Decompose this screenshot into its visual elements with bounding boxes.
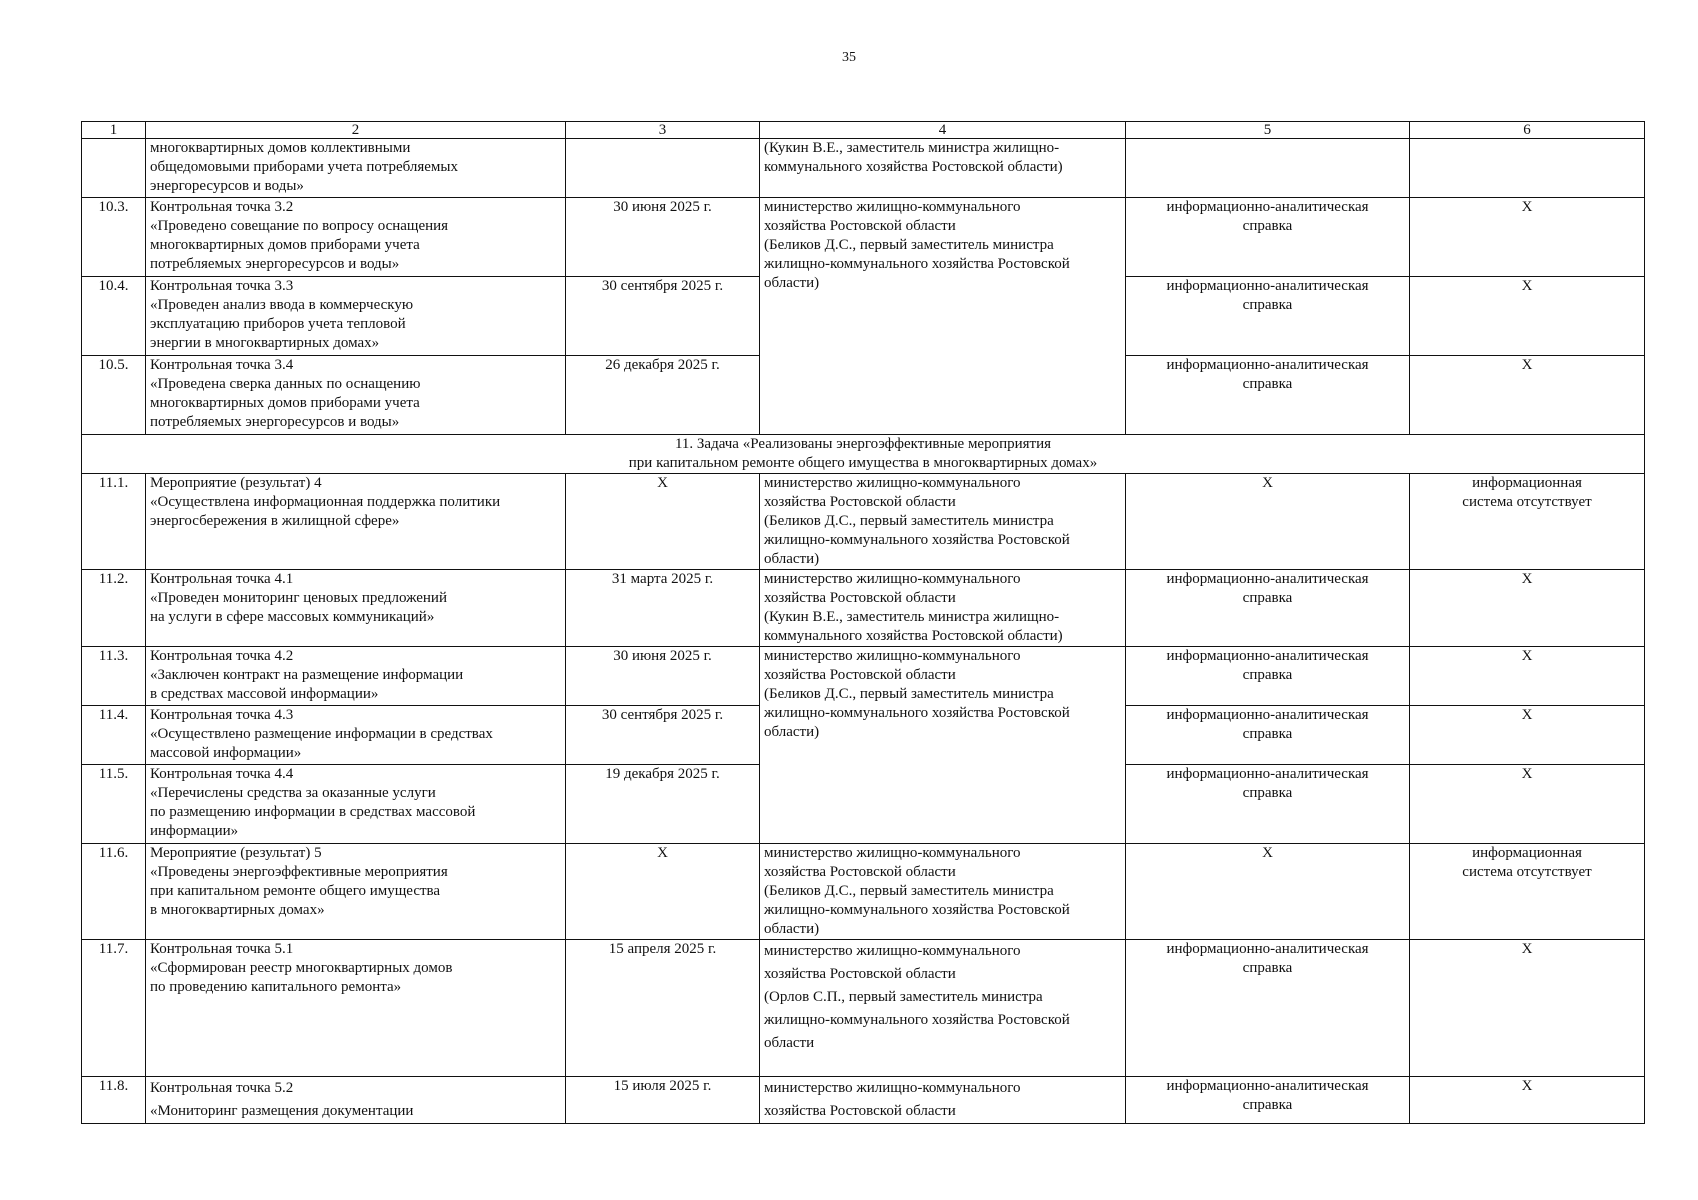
row-name: многоквартирных домов коллективными общедомовыми приборами учета потребляемых энергоресурсов и воды»: [146, 139, 566, 198]
row-document: информационно-аналитическая справка: [1126, 198, 1410, 277]
row-number: 10.5.: [82, 356, 146, 435]
row-date: 26 декабря 2025 г.: [566, 356, 760, 435]
row-document: информационно-аналитическая справка: [1126, 647, 1410, 706]
row-number: 11.2.: [82, 570, 146, 647]
column-header-3: 3: [566, 122, 760, 139]
row-system: Х: [1410, 647, 1645, 706]
row-date: 30 июня 2025 г.: [566, 647, 760, 706]
row-responsible: министерство жилищно-коммунального хозяйства Ростовской области (Беликов Д.С., первый заместитель министра жилищно-коммунального хозяйства Ростовской области): [760, 647, 1126, 844]
column-header-2: 2: [146, 122, 566, 139]
row-document: информационно-аналитическая справка: [1126, 765, 1410, 844]
row-document: [1126, 139, 1410, 198]
row-name: Контрольная точка 4.1 «Проведен мониторинг ценовых предложений на услуги в сфере массовых коммуникаций»: [146, 570, 566, 647]
row-document: Х: [1126, 844, 1410, 940]
table-row: [82, 940, 1645, 1077]
row-system: Х: [1410, 940, 1645, 1077]
row-system: Х: [1410, 570, 1645, 647]
row-name: Контрольная точка 3.3 «Проведен анализ ввода в коммерческую эксплуатацию приборов учета тепловой энергии в многоквартирных домах»: [146, 277, 566, 356]
row-number: 11.6.: [82, 844, 146, 940]
row-date: 30 сентября 2025 г.: [566, 706, 760, 765]
row-responsible: министерство жилищно-коммунального хозяйства Ростовской области (Беликов Д.С., первый заместитель министра жилищно-коммунального хозяйства Ростовской области): [760, 474, 1126, 570]
task-row: [82, 435, 1645, 474]
column-header-5: 5: [1126, 122, 1410, 139]
table-row: [82, 198, 1645, 277]
row-name: Контрольная точка 5.2 «Мониторинг размещения документации: [146, 1077, 566, 1124]
row-responsible: министерство жилищно-коммунального хозяйства Ростовской области (Беликов Д.С., первый заместитель министра жилищно-коммунального хозяйства Ростовской области): [760, 198, 1126, 435]
row-date: 30 сентября 2025 г.: [566, 277, 760, 356]
table-header-row: [82, 122, 1645, 139]
row-date: 31 марта 2025 г.: [566, 570, 760, 647]
row-number: 11.7.: [82, 940, 146, 1077]
row-document: информационно-аналитическая справка: [1126, 570, 1410, 647]
table-row: [82, 570, 1645, 647]
row-system: Х: [1410, 356, 1645, 435]
row-responsible: министерство жилищно-коммунального хозяйства Ростовской области (Беликов Д.С., первый заместитель министра жилищно-коммунального хозяйства Ростовской области): [760, 844, 1126, 940]
row-responsible: министерство жилищно-коммунального хозяйства Ростовской области (Орлов С.П., первый заместитель министра жилищно-коммунального хозяйства Ростовской области: [760, 940, 1126, 1077]
row-system: [1410, 139, 1645, 198]
row-name: Контрольная точка 3.2 «Проведено совещание по вопросу оснащения многоквартирных домов приборами учета потребляемых энергоресурсов и воды»: [146, 198, 566, 277]
column-header-4: 4: [760, 122, 1126, 139]
row-number: 11.4.: [82, 706, 146, 765]
row-system: Х: [1410, 1077, 1645, 1124]
row-document: Х: [1126, 474, 1410, 570]
row-document: информационно-аналитическая справка: [1126, 1077, 1410, 1124]
row-number: 11.3.: [82, 647, 146, 706]
table-row: [82, 1077, 1645, 1124]
row-date: 15 апреля 2025 г.: [566, 940, 760, 1077]
task-heading: 11. Задача «Реализованы энергоэффективные мероприятия при капитальном ремонте общего имущества в многоквартирных домах»: [82, 435, 1645, 474]
table-row: [82, 139, 1645, 198]
page-number: 35: [842, 50, 856, 65]
row-name: Контрольная точка 5.1 «Сформирован реестр многоквартирных домов по проведению капитального ремонта»: [146, 940, 566, 1077]
row-date: [566, 139, 760, 198]
row-responsible: министерство жилищно-коммунального хозяйства Ростовской области: [760, 1077, 1126, 1124]
row-name: Контрольная точка 4.2 «Заключен контракт на размещение информации в средствах массовой информации»: [146, 647, 566, 706]
row-system: Х: [1410, 277, 1645, 356]
row-number: 10.3.: [82, 198, 146, 277]
column-header-1: 1: [82, 122, 146, 139]
row-name: Мероприятие (результат) 5 «Проведены энергоэффективные мероприятия при капитальном ремонте общего имущества в многоквартирных домах»: [146, 844, 566, 940]
table-row: [82, 474, 1645, 570]
row-system: информационная система отсутствует: [1410, 844, 1645, 940]
row-date: Х: [566, 844, 760, 940]
row-name: Контрольная точка 4.3 «Осуществлено размещение информации в средствах массовой информации»: [146, 706, 566, 765]
row-date: 19 декабря 2025 г.: [566, 765, 760, 844]
table-row: [82, 844, 1645, 940]
plan-table: [81, 121, 1645, 1124]
table-row: [82, 647, 1645, 706]
row-responsible: министерство жилищно-коммунального хозяйства Ростовской области (Кукин В.Е., заместитель министра жилищно- коммунального хозяйства Ростовской области): [760, 570, 1126, 647]
row-name: Мероприятие (результат) 4 «Осуществлена информационная поддержка политики энергосбережения в жилищной сфере»: [146, 474, 566, 570]
row-document: информационно-аналитическая справка: [1126, 706, 1410, 765]
row-system: Х: [1410, 706, 1645, 765]
row-system: Х: [1410, 198, 1645, 277]
row-name: Контрольная точка 3.4 «Проведена сверка данных по оснащению многоквартирных домов приборами учета потребляемых энергоресурсов и воды»: [146, 356, 566, 435]
row-number: 10.4.: [82, 277, 146, 356]
row-system: Х: [1410, 765, 1645, 844]
row-system: информационная система отсутствует: [1410, 474, 1645, 570]
row-date: Х: [566, 474, 760, 570]
row-document: информационно-аналитическая справка: [1126, 940, 1410, 1077]
row-responsible: (Кукин В.Е., заместитель министра жилищно- коммунального хозяйства Ростовской области): [760, 139, 1126, 198]
row-date: 30 июня 2025 г.: [566, 198, 760, 277]
row-number: 11.1.: [82, 474, 146, 570]
row-name: Контрольная точка 4.4 «Перечислены средства за оказанные услуги по размещению информации в средствах массовой информации»: [146, 765, 566, 844]
row-date: 15 июля 2025 г.: [566, 1077, 760, 1124]
row-document: информационно-аналитическая справка: [1126, 277, 1410, 356]
row-number: [82, 139, 146, 198]
row-document: информационно-аналитическая справка: [1126, 356, 1410, 435]
row-number: 11.8.: [82, 1077, 146, 1124]
column-header-6: 6: [1410, 122, 1645, 139]
row-number: 11.5.: [82, 765, 146, 844]
